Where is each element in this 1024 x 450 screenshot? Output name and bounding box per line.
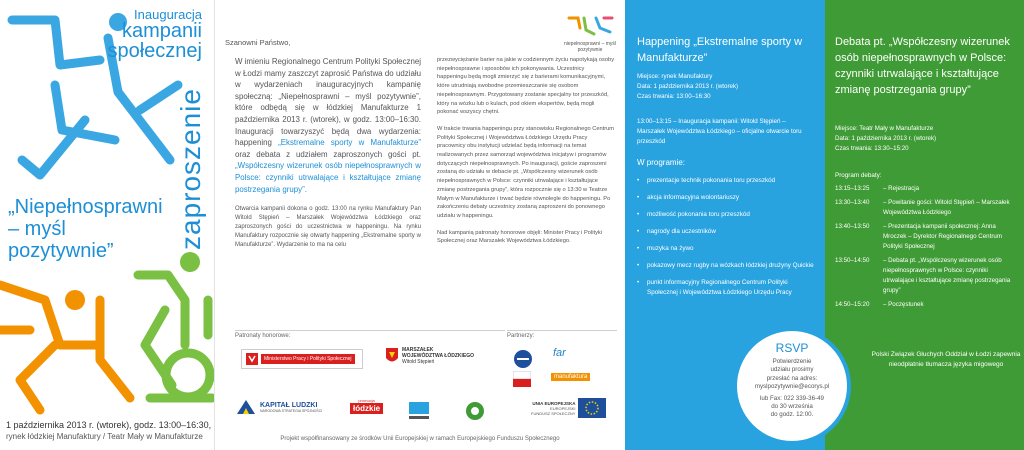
rsvp-email-link[interactable]: myslpozytywnie@ecorys.pl (754, 383, 830, 391)
rsvp-fax: lub Fax: 022 339-36-49 (760, 394, 824, 402)
partner-far-logo: far (553, 347, 566, 359)
happening-time: Czas trwania: 13:00–16:30 (637, 93, 711, 100)
kapital-subtitle: NARODOWA STRATEGIA SPÓJNOŚCI (260, 408, 323, 413)
slogan-line-1: „Niepełnosprawni (8, 196, 163, 218)
schedule-time: 13:15–13:25 (835, 185, 870, 192)
partners-box (507, 330, 617, 390)
slogan-line-2: – myśl (8, 218, 66, 240)
eu-line-3: FUNDUSZ SPOŁECZNY (531, 410, 576, 416)
partner-circle-logo-icon (513, 349, 533, 369)
eu-text (531, 401, 575, 416)
rcps-logo-icon (407, 400, 431, 422)
schedule-row (835, 184, 1020, 194)
eu-line-2: EUROPEJSKI (550, 405, 576, 411)
debate-info (835, 124, 936, 154)
eagle-emblem-icon (246, 353, 258, 365)
schedule-row (835, 256, 1020, 296)
cover-panel (0, 0, 215, 450)
eu-line-1: UNIA EUROPEJSKA (532, 400, 576, 406)
happening-title: Happening „Ekstremalne sporty w Manufakturze” (637, 36, 803, 64)
list-item: • punkt informacyjny Regionalnego Centrum Polityki Społecznej i Województwa Łódzkiego Urzędu Pracy (637, 278, 815, 298)
wup-logo-icon (463, 400, 487, 422)
eu-logo (531, 398, 606, 418)
schedule-row (835, 198, 1020, 218)
orange-figure-icon (0, 285, 130, 410)
promocja-label: promocja (358, 398, 375, 403)
schedule-row (835, 300, 1020, 310)
marshal-logo (385, 347, 474, 365)
funding-note: Projekt współfinansowany ze środków Unii Europejskiej w ramach Europejskiego Funduszu Społecznego (280, 436, 560, 442)
letter-paragraph-5: Nad kampanią patronaty honorowe objęli: Minister Pracy i Polityki Społecznej oraz Marszałek Województwa Łódzkiego. (437, 229, 603, 245)
schedule-event: – Rejestracja (883, 185, 920, 192)
debate-panel (825, 0, 1024, 450)
happening-highlight: „Ekstremalne sporty w Manufakturze” (278, 138, 421, 148)
letter-panel (215, 0, 625, 450)
kapital-text (260, 402, 322, 413)
kapital-ludzki-logo (235, 398, 322, 416)
happening-opening: 13:00–13:15 – Inauguracja kampanii: Witold Stępień – Marszałek Województwa Łódzkiego – oficjalne otwarcie toru przeszkód (637, 118, 802, 145)
rsvp-badge (733, 327, 851, 445)
rsvp-line-1: Potwierdzenie (772, 358, 812, 365)
schedule-time: 13:30–13:40 (835, 199, 870, 206)
campaign-heading (107, 8, 202, 61)
list-item: • możliwość pokonania toru przeszkód (637, 210, 815, 220)
ministry-name: Ministerstwo Pracy i Polityki Społecznej (261, 354, 355, 364)
schedule-time: 14:50–15:20 (835, 301, 870, 308)
schedule-event: – Powitanie gości: Witold Stępień – Marszałek Województwa Łódzkiego (883, 199, 1010, 216)
sign-language-note: Polski Związek Głuchych Oddział w Łodzi zapewnia nieodpłatnie tłumacza języka migowego (871, 351, 1021, 368)
eu-flag-icon (578, 398, 606, 418)
letter-paragraph-4: W trakcie trwania happeningu przy stanowisku Regionalnego Centrum Polityki Społecznej i Województwa Łódzkiego Urzędu Pracy pracownicy obu instytucji udzielać będą informacji na temat realizowanych przez samorząd województwa inicjatyw i programów dotyczących niepełnosprawnych. Po inauguracji, goście zaproszeni zostaną do udziału w debacie pt. „Współczesny wizerunek osób niepełnosprawnych w Polsce: czynniki utrwalające i kształtujące zmianę postrzegania grupy”, która rozpocznie się o 13:30 w Teatrze Małym w Manufakturze i trwać będzie równolegle do happeningu. Po zakończeniu debaty uczestnicy zostaną zaproszeni do ponownego udziału w happeningu. (437, 125, 615, 219)
list-item: • prezentacje technik pokonania toru przeszkód (637, 176, 815, 186)
ministry-logo (241, 349, 363, 369)
list-item: • pokazowy mecz rugby na wózkach łódzkiej drużyny Quickie (637, 261, 815, 271)
letter-column-2 (437, 56, 615, 254)
happening-date: Data: 1 października 2013 r. (wtorek) (637, 83, 739, 90)
schedule-event: – Poczęstunek (883, 301, 924, 308)
invitation-title: zaproszenie (175, 88, 206, 250)
kapital-title: KAPITAŁ LUDZKI (260, 401, 318, 409)
letter-paragraph-3: przezwyciężanie barier na jakie w codziennym życiu napotykają osoby niepełnosprawne i sposobów ich pokonywania. Uczestnicy happeningu będą mogli zmierzyć się z barierami komunikacyjnymi, które utrudniają swobodne przemieszczanie się osobom niepełnosprawnym. Przygotowany zostanie specjalny tor przeszkód, który na wózku lub o kulach, pod okiem ekspertów, będą mogli pokonać wszyscy chętni. (437, 57, 615, 116)
honorary-patrons-box (235, 330, 505, 390)
schedule-event: – Prezentacja kampanii społecznej: Anna Mroczek – Dyrektor Regionalnego Centrum Polityki Społecznej (883, 223, 1002, 250)
marshal-line-3: Witold Stępień (402, 359, 435, 365)
letter-column-1 (235, 56, 421, 250)
letter-text: oraz debata z udziałem zaproszonych gości pt. (235, 149, 421, 159)
debate-place: Miejsce: Teatr Mały w Manufakturze (835, 125, 934, 132)
greeting: Szanowni Państwo, (225, 38, 291, 47)
lodz-coat-of-arms-icon (385, 347, 399, 365)
letter-paragraph-1 (235, 56, 421, 195)
cover-footer (6, 420, 211, 442)
heading-line-3: społecznej (107, 40, 202, 62)
funding-logos-row (235, 398, 625, 428)
partners-label: Partnerzy: (507, 333, 535, 339)
happening-info (637, 72, 738, 102)
patrons-label: Patronaty honorowe: (235, 333, 291, 339)
slogan-line-3: pozytywnie” (8, 240, 114, 262)
letter-paragraph-2: Otwarcia kampanii dokona o godz. 13:00 na rynku Manufaktury Pan Witold Stępień – Marszałek Województwa Łódzkiego oraz zaproszonych gości do uczestnictwa w happeningu. Na rynku Manufaktury rozpocznie się otwarty happening „Ekstremalne sporty w Manufakturze”. Wydarzenie to ma na celu (235, 206, 421, 249)
marshal-text (402, 347, 474, 365)
debate-schedule (835, 184, 1020, 314)
heading-line-1: Inauguracja (134, 7, 202, 22)
list-item: • muzyka na żywo (637, 244, 815, 254)
marshal-line-2: WOJEWÓDZTWA ŁÓDZKIEGO (402, 353, 475, 359)
event-date: 1 października 2013 r. (wtorek), godz. 13:00–16:30, (6, 420, 212, 430)
rsvp-line-3: przesłać na adres: (766, 374, 818, 382)
list-item: • akcja informacyjna wolontariuszy (637, 193, 815, 203)
schedule-time: 13:40–13:50 (835, 223, 870, 230)
debate-title: Debata pt. „Współczesny wizerunek osób niepełnosprawnych w Polsce: czynniki utrwalające i kształtujące zmianę postrzegania grupy” (835, 36, 1010, 96)
rsvp-title: RSVP (775, 341, 809, 355)
schedule-event: – Debata pt. „Współczesny wizerunek osób niepełnosprawnych w Polsce: czynniki utrwalające i kształtujące zmianę postrzegania grupy” (883, 257, 1011, 294)
schedule-label: Program debaty: (835, 172, 882, 179)
marshal-line-1: MARSZAŁEK (402, 347, 434, 353)
pictogram-logo-icon (566, 14, 614, 36)
program-list (637, 176, 815, 305)
lodzkie-promocja-logo (350, 398, 383, 414)
debate-date: Data: 1 października 2013 r. (wtorek) (835, 135, 937, 142)
heading-line-2: kampanii (121, 20, 202, 42)
program-label: W programie: (637, 158, 686, 167)
debate-time: Czas trwania: 13:30–15:20 (835, 145, 909, 152)
schedule-time: 13:50–14:50 (835, 257, 870, 264)
partner-flag-logo-icon (513, 371, 531, 387)
list-item: • nagrody dla uczestników (637, 227, 815, 237)
partner-manufaktura-logo: manufaktura (551, 373, 590, 381)
letter-text: W imieniu Regionalnego Centrum Polityki Społecznej w Łodzi mamy zaszczyt zaprosić Państwa do udziału w wydarzeniach inauguracyjnych kampanię społeczną: „Niepełnosprawni – myśl pozytywnie”, które odbędą się w łódzkiej Manufakturze 1 października 2013 r. (wtorek), w godz. 13:00–16:30. Inauguracji towarzyszyć będą dwa wydarzenia: happening (235, 57, 421, 148)
campaign-mini-logo (560, 14, 620, 53)
event-place: rynek łódzkiej Manufaktury / Teatr Mały w Manufakturze (6, 432, 203, 441)
campaign-slogan (8, 196, 168, 262)
happening-place: Miejsce: rynek Manufaktury (637, 73, 713, 80)
mini-logo-text: niepełnosprawni – myśl pozytywnie (564, 41, 616, 53)
schedule-row (835, 222, 1020, 252)
green-figure-icon (138, 252, 212, 398)
promocja-title: łódzkie (350, 403, 383, 414)
rsvp-line-2: udziału prosimy (770, 366, 814, 374)
debate-highlight: „Współczesny wizerunek osób niepełnosprawnych w Polsce: czynniki utrwalające i kształtujące zmianę postrzegania grupy”. (235, 161, 421, 194)
rsvp-deadline-time: do godz. 12:00. (770, 411, 814, 419)
rsvp-deadline: do 30 września (771, 403, 813, 411)
kapital-ludzki-icon (235, 398, 257, 416)
